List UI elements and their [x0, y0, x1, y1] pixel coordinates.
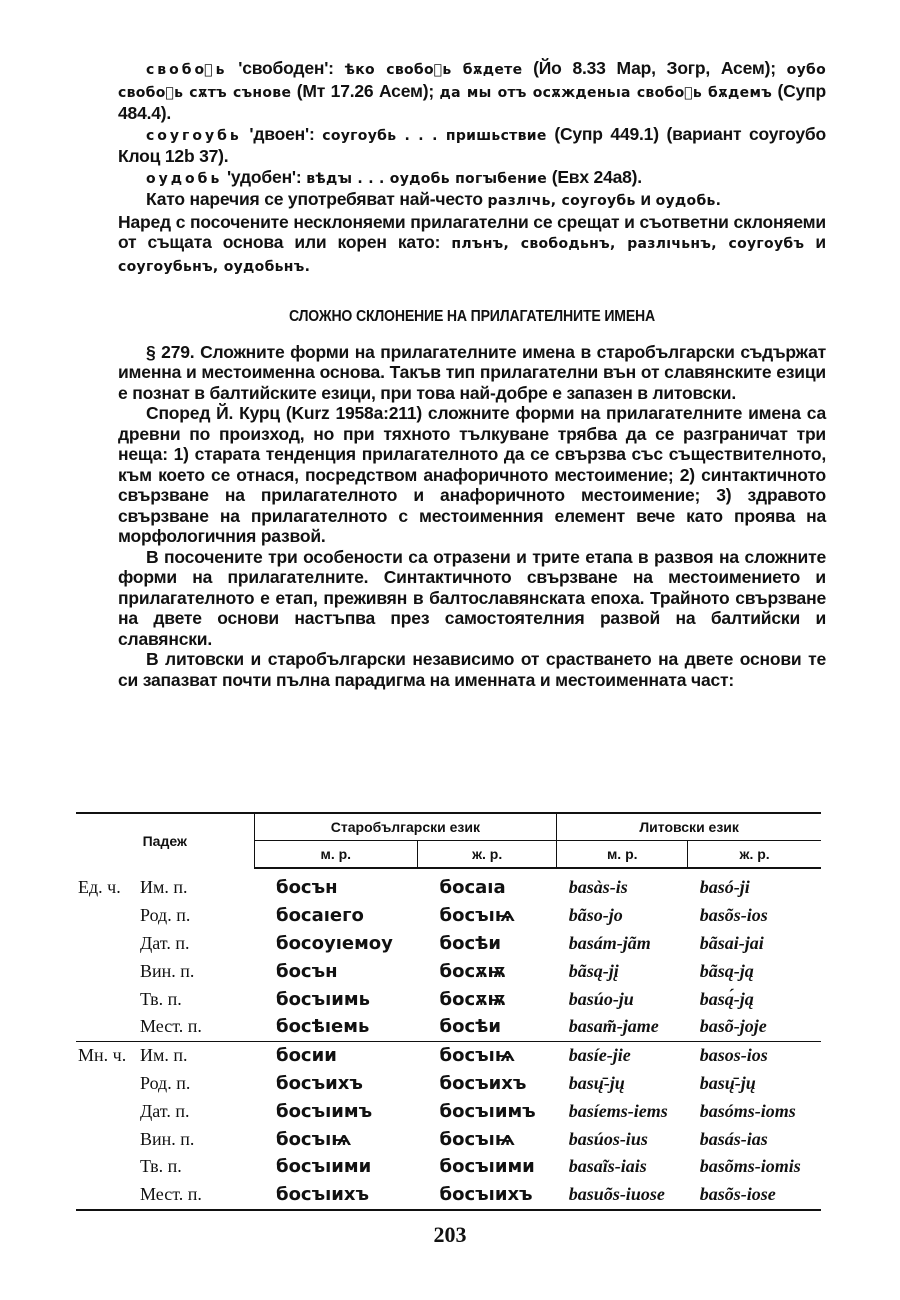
case-label: Тв. п. — [140, 1156, 182, 1177]
ocs-fem: босъıѩ — [439, 1128, 516, 1150]
ocs-fem: босъıихъ — [418, 1181, 557, 1210]
ocs-fem: босѣи — [439, 932, 501, 954]
ocs-fem: босъıимъ — [439, 1100, 536, 1122]
header-ocs-masc: м. р. — [254, 841, 418, 869]
lit-fem: bãsą-ją — [699, 960, 754, 981]
lit-masc: basam̃-jame — [568, 1016, 659, 1037]
number-label: Мн. ч. — [76, 1041, 139, 1069]
lit-masc: basám-jãm — [568, 932, 651, 953]
lit-masc: bãsą-jį — [568, 960, 619, 981]
header-lit: Литовски език — [557, 813, 821, 841]
lit-masc: basaĩs-iais — [568, 1156, 647, 1177]
gloss: 'удобен': — [226, 166, 302, 187]
ocs-masc: босъıѩ — [276, 1128, 352, 1150]
example: ѣко свобоⷣь бѫдете — [344, 62, 523, 78]
ocs-masc: босѣıемь — [276, 1016, 370, 1038]
ocs-masc: босъıимь — [276, 988, 371, 1010]
paragraph-declinable — [118, 212, 826, 278]
lit-fem: bãsai-jai — [699, 932, 764, 953]
ocs-masc: босии — [254, 1041, 418, 1069]
entry-oudob — [118, 167, 826, 190]
ocs-masc: босоуıемоу — [276, 932, 393, 954]
table-row — [76, 902, 821, 930]
lit-fem: basõs-iose — [688, 1181, 821, 1210]
case-label: Род. п. — [140, 905, 191, 926]
ocs-masc: босън — [276, 960, 338, 982]
table-row — [76, 1125, 821, 1153]
case-label: Мест. п. — [139, 1181, 254, 1210]
case-label: Вин. п. — [140, 960, 195, 981]
ocs-fem: босѫѭ — [439, 960, 506, 982]
example: соугоубь . . . пришьствие — [322, 127, 547, 144]
note: (вариант соугоубо Клоц 12b 37). — [118, 123, 827, 166]
header-lit-masc: м. р. — [557, 841, 688, 869]
reference: (Супр 484.4). — [118, 80, 826, 123]
text: Наред с посочените несклоняеми прилагателни се срещат и съответни склоняеми от същата основа или корен като: — [118, 211, 826, 252]
page-content — [118, 58, 826, 690]
ocs-masc: босъихъ — [276, 1072, 363, 1094]
lit-fem: basõs-ios — [699, 905, 768, 926]
lit-masc: basíe-jie — [557, 1041, 688, 1069]
table-row — [76, 1070, 821, 1098]
case-label: Тв. п. — [140, 988, 182, 1009]
text: Като наречия се употребяват най-често — [146, 189, 483, 209]
table-row — [76, 957, 821, 985]
entry-sougoub — [118, 124, 826, 167]
gloss: 'свободен': — [238, 58, 334, 78]
body-paragraph: В посочените три особености са отразени и трите етапа в развоя на сложните форми на прилагателните. Синтактичното свързване на местоимението и прилагателното е етап, преживян в балтославянската епоха. Трайното свързване на двете основи настъпва през самостоятелния развой на балтийски и славянски. — [118, 546, 826, 649]
table-row — [76, 874, 821, 902]
lit-masc: basų̄-jų — [568, 1072, 625, 1093]
lit-masc: bãso-jo — [568, 905, 623, 926]
lit-fem: basõ-joje — [699, 1016, 767, 1037]
header-lit-fem: ж. р. — [688, 841, 821, 869]
reference: (Супр 449.1) — [554, 123, 659, 144]
lit-fem: basás-ias — [699, 1128, 768, 1149]
ocs-fem: босѫѭ — [439, 988, 506, 1010]
text: и — [815, 232, 826, 252]
case-label: Род. п. — [140, 1072, 191, 1093]
paradigm-table — [76, 812, 821, 1211]
lit-masc: basúo-ju — [568, 988, 634, 1009]
lemma: свобоⷣь — [146, 62, 228, 78]
number-label: Ед. ч. — [78, 877, 121, 898]
header-ocs: Старобългарски език — [254, 813, 557, 841]
table-row — [76, 1097, 821, 1125]
body-paragraph: Според Й. Курц (Kurz 1958a:211) сложните форми на прилагателните имена са древни по произход, но при тяхното тълкуване трябва да се разграничат три неща: 1) старата тенденция прилагателното да се свързва със съществителното, към което се отнася, посредством анафоричното местоимение; 2) синтактичното свързване на прилагателното и анафоричното местоимение; 3) здравото свързване на прилагателното с местоименния елемент вече като проява на морфологичния развой. — [118, 403, 826, 546]
ocs-fem: босаıа — [439, 877, 506, 899]
paragraph-adverbs — [118, 189, 826, 212]
lit-fem: basõms-iomis — [699, 1156, 801, 1177]
ocs-masc: босъıими — [276, 1156, 372, 1178]
ocs-fem: босъıими — [439, 1156, 535, 1178]
cs-words: плънъ, свободьнъ, разлıчьнъ, соугоубъ — [451, 236, 805, 252]
lit-masc: basàs-is — [568, 877, 628, 898]
table-row — [76, 1153, 821, 1181]
lit-masc: basíems-iems — [568, 1100, 668, 1121]
reference: (Йо 8.33 Мар, Зогр, Асем); — [533, 58, 776, 78]
text: и — [640, 189, 651, 209]
case-label: Мест. п. — [140, 1016, 202, 1037]
example: да мы отъ осѫжденьıа свобоⷣь бѫдемъ — [439, 84, 773, 101]
table-row — [76, 1181, 821, 1210]
section-heading: СЛОЖНО СКЛОНЕНИЕ НА ПРИЛАГАТЕЛНИТЕ ИМЕНА — [288, 308, 656, 325]
page-number: 203 — [433, 1222, 467, 1247]
ocs-masc: босаıего — [276, 905, 364, 927]
ocs-fem: босъıѩ — [418, 1041, 557, 1069]
case-label: Вин. п. — [140, 1128, 195, 1149]
reference: (Евх 24a8). — [551, 166, 642, 187]
lemma: соугоубь — [146, 127, 242, 144]
case-label: Дат. п. — [140, 1100, 190, 1121]
entry-svobod — [118, 58, 826, 124]
cs-words: разлıчь, соугоубь — [487, 193, 636, 209]
ocs-masc: босъıимъ — [276, 1100, 373, 1122]
cs-words: соугоубьнъ, оудобьнъ. — [118, 258, 311, 275]
ocs-fem: босѣи — [439, 1016, 501, 1038]
reference: (Мт 17.26 Асем); — [296, 80, 434, 101]
lemma: оудобь — [146, 170, 223, 187]
lit-fem: basos-ios — [688, 1041, 821, 1069]
ocs-fem: босъıѩ — [439, 905, 516, 927]
case-label: Им. п. — [139, 1041, 254, 1069]
header-case: Падеж — [142, 833, 187, 849]
case-label: Им. п. — [140, 877, 188, 898]
lit-fem: basóms-ioms — [699, 1100, 796, 1121]
cs-words: оудобь. — [655, 193, 722, 209]
body-paragraph: § 279. Сложните форми на прилагателните имена в старобългарски съдържат именна и местоименна основа. Такъв тип прилагателни вън от славянските езици е познат в балтийските езици, при това най-добре е запазен в литовски. — [118, 341, 826, 403]
ocs-masc: босъıихъ — [254, 1181, 418, 1210]
table-row — [76, 1013, 821, 1041]
example: оубо свобоⷣь сѫтъ сънове — [118, 62, 827, 101]
lit-fem: basų̄-jų — [699, 1072, 756, 1093]
table-row — [76, 1041, 821, 1069]
ocs-masc: босън — [276, 877, 338, 899]
table-row — [76, 930, 821, 958]
gloss: 'двоен': — [249, 123, 315, 144]
table-row — [76, 985, 821, 1013]
body-paragraph: В литовски и старобългарски независимо от срастването на двете основи те си запазват почти пълна парадигма на именната и местоименната част: — [118, 649, 826, 690]
ocs-fem: босъихъ — [439, 1072, 527, 1094]
example: вѣдꙑ . . . оудобь погꙑбение — [306, 170, 548, 187]
lit-masc: basuõs-iuose — [557, 1181, 688, 1210]
lit-fem: basó-ji — [699, 877, 750, 898]
lit-fem: basą́-ją — [699, 988, 754, 1009]
lit-masc: basúos-ius — [568, 1128, 648, 1149]
case-label: Дат. п. — [140, 932, 190, 953]
header-ocs-fem: ж. р. — [418, 841, 557, 869]
